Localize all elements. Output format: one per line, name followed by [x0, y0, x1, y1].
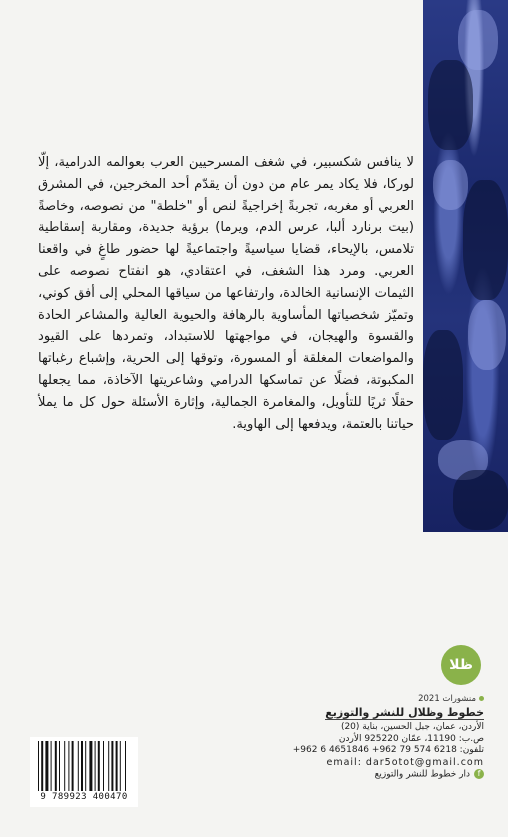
isbn-barcode: [30, 737, 138, 807]
barcode-bar: [68, 741, 69, 791]
barcode-bar: [98, 741, 100, 791]
barcode-bar: [64, 741, 65, 791]
publisher-facebook-label: دار خطوط للنشر والتوزيع: [374, 769, 470, 780]
barcode-bar: [51, 741, 52, 791]
publisher-logo-text: ظلا: [449, 657, 473, 673]
isbn-number: 9 789923 400470: [40, 792, 128, 802]
barcode-bar: [78, 741, 79, 791]
barcode-bars: [36, 741, 132, 791]
publisher-address-2: ص.ب: 11190، عمّان 925220 الأردن: [338, 733, 484, 744]
barcode-bar: [38, 741, 39, 791]
publication-year-label: منشورات 2021: [418, 694, 476, 704]
barcode-bar: [111, 741, 113, 791]
barcode-bar: [95, 741, 96, 791]
publisher-email: email: dar5otot@gmail.com: [326, 756, 484, 768]
barcode-bar: [45, 741, 48, 791]
barcode-bar: [81, 741, 83, 791]
barcode-bar: [89, 741, 92, 791]
barcode-bar: [41, 741, 43, 791]
facebook-icon: f: [474, 769, 484, 779]
blurb-text: [38, 152, 414, 435]
cover-photo: [423, 0, 508, 532]
barcode-bar: [125, 741, 126, 791]
barcode-bar: [108, 741, 109, 791]
barcode-bar: [55, 741, 57, 791]
publisher-logo: [441, 645, 481, 685]
barcode-bar: [120, 741, 121, 791]
barcode-bar: [116, 741, 118, 791]
publisher-info: [164, 694, 484, 781]
barcode-bar: [85, 741, 86, 791]
publication-year: [164, 694, 484, 706]
publisher-facebook: [164, 769, 484, 781]
publisher-phone: تلفون: 6218 574 79 962+ 4651846 6 962+: [292, 745, 484, 756]
barcode-bar: [72, 741, 74, 791]
blurb-paragraph: لا ينافس شكسبير، في شغف المسرحيين العرب بعوالمه الدرامية، إلّا لوركا، فلا يكاد يمر عام من دون أن يقدّم أحد المخرجين، في المشرق العربي أو مغربه، تجربةً إخراجيةً لنص أو "خلطة" من نصوصه، وخاصةً (بيت برنارد ألبا، عرس الدم، ويرما) برؤية جديدة، ومقاربة إسقاطية تلامس، بالإيحاء، قضايا سياسيةً واجتماعيةً لها حضور طاغٍ في واقعنا العربي. ومرد هذا الشغف، في اعتقادي، هو انفتاح نصوصه على الثيمات الإنسانية الخالدة، وارتفاعها من سياقها المحلي إلى أفق كوني، وتميّز شخصياتها المأساوية بالرهافة والحيوية العالية والمشاعر الحادة والقسوة والهيجان، في مواجهتها للاستبداد، وتمردها على القيود والمواضعات المغلقة أو المسورة، وتوقها إلى الحرية، وإشباع رغباتها المكبوتة، فضلًا عن تماسكها الدرامي وشاعريتها الآخاذة، مما يجعلها حقلًا ثريًا للتأويل، والمغامرة الجمالية، وإثارة الأسئلة حول كل ما يملأ حياتنا بالعتمة، ويدفعها إلى الهاوية.: [38, 155, 414, 432]
barcode-bar: [103, 741, 104, 791]
publisher-name: خطوط وظلال للنشر والتوزيع: [325, 705, 484, 719]
barcode-bar: [59, 741, 60, 791]
publisher-address-1: الأردن، عمان، جبل الحسين، بناية (20): [340, 722, 484, 733]
